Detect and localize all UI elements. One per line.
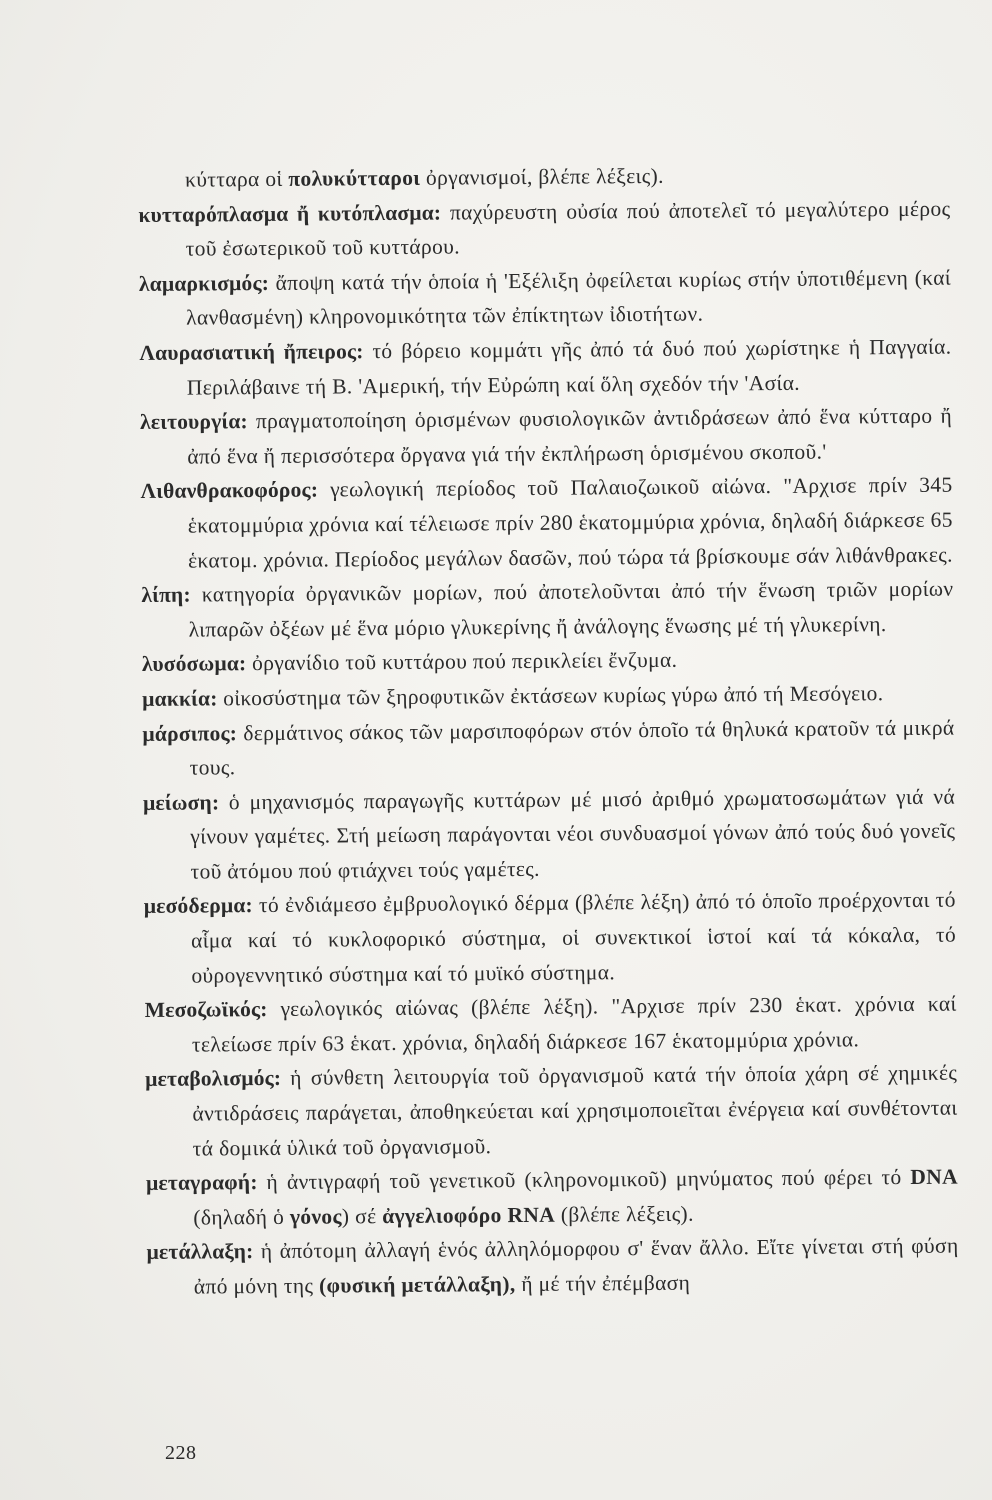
glossary-entry <box>141 572 954 648</box>
bold-term: (φυσική μετάλλαξη), <box>318 1272 516 1298</box>
entry-term: λειτουργία: <box>139 409 248 435</box>
glossary-entry: μετάλλαξη: ἡ ἀπότομη ἀλλαγή ἑνός ἀλληλόμορφου σ' ἕναν ἄλλο. Εἴτε γίνεται στή φύση ἀπό μόνη της (φυσική μετάλλαξη), ἤ μέ τήν ἐπέμβαση <box>146 1233 959 1299</box>
entry-definition: πραγματοποίηση ὁρισμένων φυσιολογικῶν ἀντιδράσεων ἀπό ἕνα κύτταρο ἤ ἀπό ἕνα ἤ περισσότερα ὄργανα γιά τήν ἐκπλήρωση ὁρισμένου σκοποῦ.' <box>187 403 953 469</box>
glossary-entry <box>140 468 953 578</box>
entry-term: μεσόδερμα: <box>143 893 253 919</box>
entry-definition: τό βόρειο κομμάτι γῆς ἀπό τά δυό πού χωρίστηκε ἡ Παγγαία. Περιλάβαινε τή Β. 'Αμερική, τήν Εὐρώπη καί ὅλη σχεδόν τήν 'Ασία. <box>186 334 952 400</box>
entry-term: λαμαρκισμός: <box>138 270 270 296</box>
bold-term: γόνος <box>289 1204 342 1229</box>
entry-term: μεταβολισμός: <box>145 1066 282 1092</box>
glossary-entry: μεταγραφή: ἡ ἀντιγραφή τοῦ γενετικοῦ (κληρονομικοῦ) μηνύματος πού φέρει τό DNA (δηλαδή ὁ γόνος) σέ ἀγγελιοφόρο RNA (βλέπε λέξεις). <box>145 1164 959 1230</box>
glossary-entry <box>139 260 952 336</box>
entry-term: μακκία: <box>142 686 218 711</box>
entry-definition: ἡ σύνθετη λειτουργία τοῦ ὀργανισμοῦ κατά τήν ὁποία χάρη σέ χημικές ἀντιδράσεις παράγεται, ἀποθηκεύεται καί χρησιμοποιεῖται ἐνέργεια καί συνθέτονται τά δομικά ὑλικά τοῦ ὀργανισμοῦ. <box>192 1061 958 1161</box>
glossary-entry: κύτταρα οἱ πολυκύτταροι ὀργανισμοί, βλέπε λέξεις). <box>185 163 664 192</box>
entry-term: μεταγραφή: <box>145 1170 258 1196</box>
glossary-entry <box>138 191 951 267</box>
entry-definition: γεωλογική περίοδος τοῦ Παλαιοζωικοῦ αἰώνα. "Αρχισε πρίν 345 ἑκατομμύρια χρόνια καί τέλειωσε πρίν 280 ἑκατομμύρια χρόνια, δηλαδή διάρκεσε 65 ἑκατομ. χρόνια. Περίοδος μεγάλων δασῶν, πού τώρα τά βρίσκουμε σάν λιθάνθρακες. <box>187 472 953 573</box>
entry-term: μετάλλαξη: <box>146 1239 254 1265</box>
glossary-entry <box>142 676 954 717</box>
entry-term: Λιθανθρακοφόρος: <box>140 477 319 504</box>
entry-term: Λαυρασιατική ἤπειρος: <box>139 339 364 365</box>
bold-term: ἀγγελιοφόρο RNA <box>382 1202 556 1228</box>
glossary-entry <box>140 399 953 475</box>
glossary-entry <box>142 710 955 786</box>
entry-definition: δερμάτινος σάκος τῶν μαρσιποφόρων στόν ὁποῖο τά θηλυκά κρατοῦν τά μικρά τους. <box>189 715 955 780</box>
glossary-entry <box>145 987 958 1063</box>
entry-definition: γεωλογικός αἰώνας (βλέπε λέξη). "Αρχισε πρίν 230 ἑκατ. χρόνια καί τελείωσε πρίν 63 ἑκατ. χρόνια, δηλαδή διάρκεσε 167 ἑκατομμύρια χρόνια. <box>191 991 957 1057</box>
glossary-text <box>138 157 959 1305</box>
entry-term: λίπη: <box>141 582 191 608</box>
entry-definition: ὁ μηχανισμός παραγωγῆς κυττάρων μέ μισό ἀριθμό χρωματοσωμάτων γιά νά γίνουν γαμέτες. Στή μείωση παράγονται νέοι συνδυασμοί γόνων ἀπό τούς δυό γονεῖς τοῦ ἀτόμου πού φτιάχνει τούς γαμέτες. <box>190 784 956 884</box>
entry-definition: οἰκοσύστημα τῶν ξηροφυτικῶν ἐκτάσεων κυρίως γύρω ἀπό τή Μεσόγειο. <box>223 681 884 711</box>
glossary-entry <box>143 779 956 889</box>
entry-definition: τό ἐνδιάμεσο ἐμβρυολογικό δέρμα (βλέπε λέξη) ἀπό τό ὁποῖο προέρχονται τό αἷμα καί τό κυκλοφορικό σύστημα, οἱ συνεκτικοί ἱστοί καί τά κόκαλα, τό οὐρογεννητικό σύστημα καί τό μυϊκό σύστημα. <box>191 888 957 988</box>
page-number: 228 <box>165 1442 197 1464</box>
glossary-entry <box>139 330 952 406</box>
entry-term: μείωση: <box>142 790 220 815</box>
entry-term: Μεσοζωϊκός: <box>144 997 268 1023</box>
entry-term: κυτταρόπλασμα ἤ κυτόπλασμα: <box>138 200 442 227</box>
glossary-entry <box>145 1056 958 1166</box>
entry-term: μάρσιπος: <box>142 720 238 746</box>
entry-definition: παχύρευστη οὐσία πού ἀποτελεῖ τό μεγαλύτερο μέρος τοῦ ἐσωτερικοῦ τοῦ κυττάρου. <box>185 196 951 261</box>
entry-definition: κατηγορία ὀργανικῶν μορίων, πού ἀποτελοῦνται ἀπό τήν ἕνωση τριῶν μορίων λιπαρῶν ὀξέων μέ ἕνα μόριο γλυκερίνης ἤ ἀνάλογης ἕνωσης μέ τή γλυκερίνη. <box>188 576 954 642</box>
bold-term: DNA <box>910 1164 959 1190</box>
glossary-entry <box>144 883 957 993</box>
entry-term: λυσόσωμα: <box>141 651 247 677</box>
bold-term: πολυκύτταροι <box>288 165 421 191</box>
entry-definition: ὀργανίδιο τοῦ κυττάρου πού περικλείει ἔνζυμα. <box>251 648 678 676</box>
entry-definition: ἄποψη κατά τήν ὁποία ἡ 'Εξέλιξη ὀφείλεται κυρίως στήν ὑποτιθέμενη (καί λανθασμένη) κληρονομικότητα τῶν ἐπίκτητων ἰδιοτήτων. <box>186 265 952 331</box>
